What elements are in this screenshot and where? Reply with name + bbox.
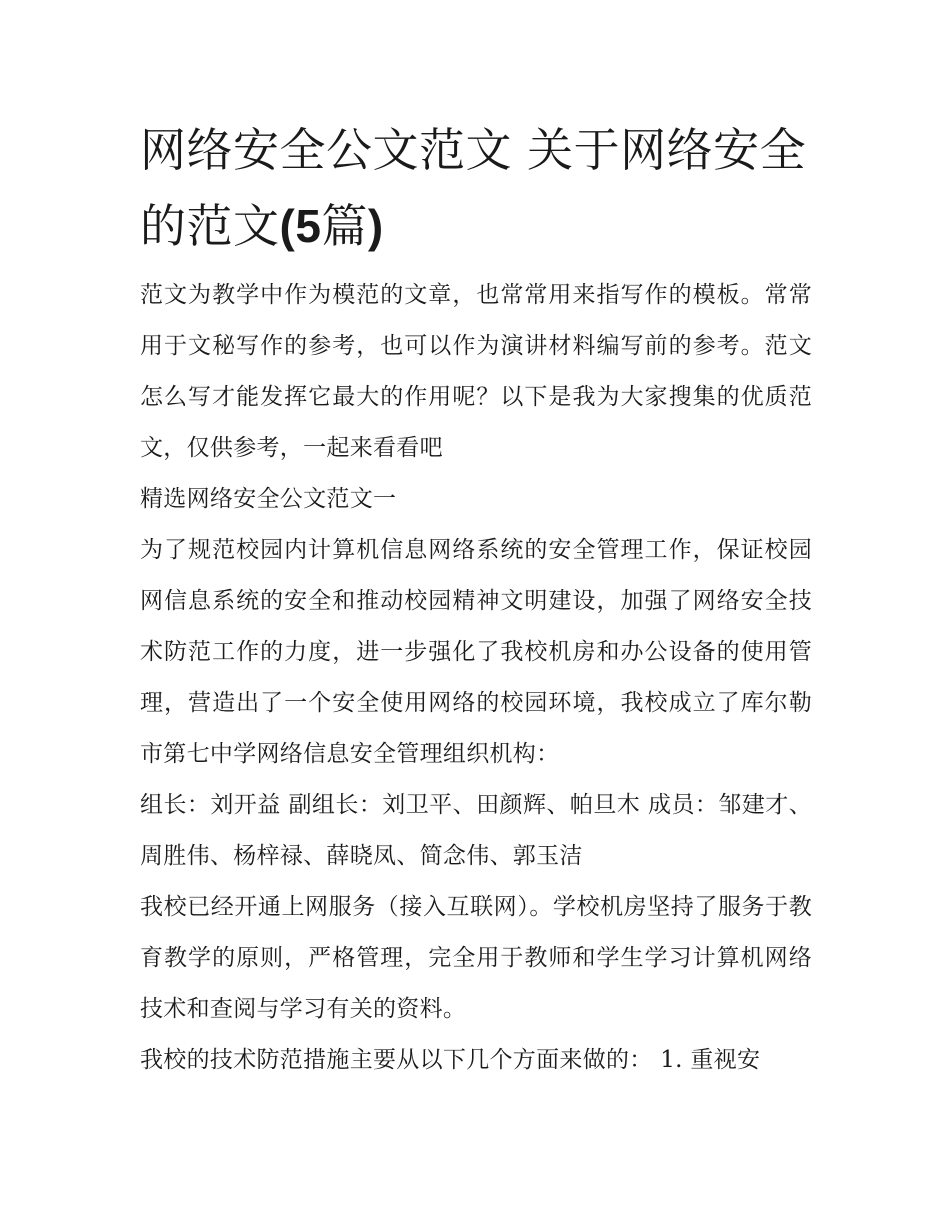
document-page [140, 112, 812, 1086]
title-count-close: ) [367, 200, 384, 252]
members-paragraph: 组长：刘开益 副组长：刘卫平、田颜辉、帕旦木 成员：邹建才、周胜伟、杨梓禄、薛晓凤、简念伟、郭玉洁 [140, 792, 812, 869]
section-heading: 精选网络安全公文范文一 [140, 486, 397, 512]
title-count-unit: 篇 [321, 199, 368, 253]
body-paragraph: 我校的技术防范措施主要从以下几个方面来做的： 1. 重视安 [140, 1047, 761, 1073]
document-title [140, 112, 812, 264]
body-paragraph: 为了规范校园内计算机信息网络系统的安全管理工作，保证校园网信息系统的安全和推动校园精神文明建设，加强了网络安全技术防范工作的力度，进一步强化了我校机房和办公设备的使用管理，营造出了一个安全使用网络的校园环境，我校成立了库尔勒市第七中学网络信息安全管理组织机构： [140, 537, 812, 767]
title-count-open: (5 [279, 200, 322, 252]
intro-paragraph: 范文为教学中作为模范的文章，也常常用来指写作的模板。常常用于文秘写作的参考，也可以作为演讲材料编写前的参考。范文怎么写才能发挥它最大的作用呢？以下是我为大家搜集的优质范文，仅供参考，一起来看看吧 [140, 282, 812, 461]
body-paragraph: 我校已经开通上网服务（接入互联网）。学校机房坚持了服务于教育教学的原则，严格管理，完全用于教师和学生学习计算机网络技术和查阅与学习有关的资料。 [140, 894, 812, 1022]
title-text-main: 网络安全公文范文 关于网络安全的范文 [140, 123, 807, 253]
